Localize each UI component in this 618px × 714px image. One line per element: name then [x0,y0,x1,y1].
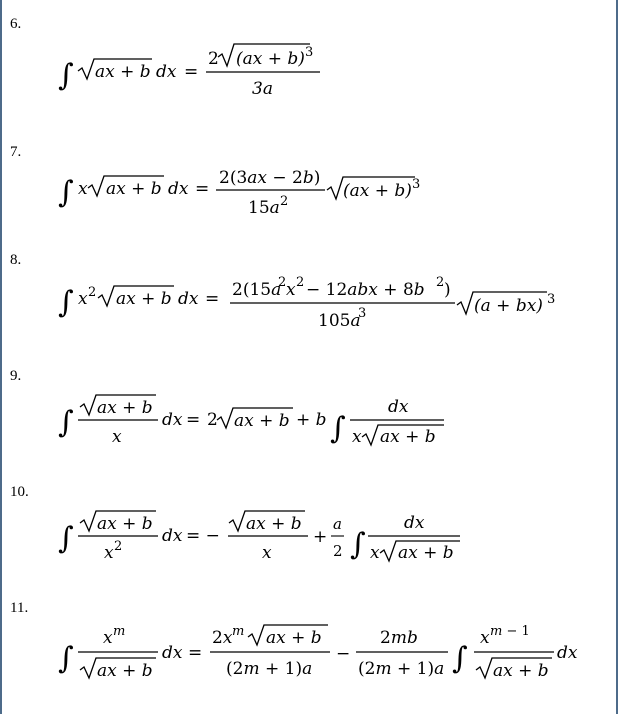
svg-text:− 12abx + 8b: − 12abx + 8b [306,280,425,300]
svg-text:3: 3 [547,292,556,307]
svg-text:dx: dx [557,643,578,663]
item-number: 7. [10,144,22,160]
svg-text:dx: dx [178,289,199,309]
svg-text:x: x [78,289,88,309]
svg-text:−: − [336,644,351,664]
svg-text:ax + b: ax + b [97,398,153,418]
svg-text:m: m [113,624,126,639]
svg-text:x: x [262,543,272,563]
svg-text:=: = [188,643,203,663]
svg-text:∫: ∫ [330,411,346,446]
svg-text:dx: dx [162,410,183,430]
svg-text:x: x [286,280,296,300]
svg-text:2mb: 2mb [380,628,418,648]
svg-text:2(15a: 2(15a [232,280,282,300]
svg-text:3: 3 [412,177,421,192]
svg-text:3: 3 [358,306,367,321]
svg-text:2: 2 [278,275,287,290]
svg-text:ax + b: ax + b [266,628,322,648]
item-number: 10. [10,484,29,500]
item-number: 8. [10,252,22,268]
svg-text:x: x [112,427,122,447]
svg-text:=: = [195,179,210,199]
svg-text:2: 2 [88,285,97,300]
svg-text:2: 2 [208,49,219,69]
svg-text:ax + b: ax + b [380,427,436,447]
svg-text:a: a [333,515,342,533]
svg-text:(a + bx): (a + bx) [474,296,543,316]
svg-text:dx: dx [404,513,425,533]
integral-sign: ∫ [58,58,74,93]
svg-text:): ) [444,280,451,300]
svg-text:ax + b: ax + b [95,62,151,82]
svg-text:x: x [103,628,113,648]
svg-text:dx: dx [162,526,183,546]
integral-sign: ∫ [58,641,74,676]
svg-text:m: m [232,624,245,639]
svg-text:2(3ax − 2b): 2(3ax − 2b) [219,168,321,188]
svg-text:∫: ∫ [350,527,366,562]
svg-text:+ b: + b [296,410,327,430]
svg-text:=: = [186,410,201,430]
svg-text:dx: dx [162,643,183,663]
svg-text:=: = [205,289,220,309]
svg-text:15a: 15a [248,198,280,218]
svg-text:x: x [104,543,114,563]
svg-text:ax + b: ax + b [493,661,549,681]
svg-text:x: x [78,179,88,199]
svg-text:ax + b: ax + b [97,661,153,681]
svg-text:(2m + 1)a: (2m + 1)a [358,659,445,679]
svg-text:2x: 2x [212,628,233,648]
svg-text:x: x [370,543,380,563]
item-number: 11. [10,600,29,616]
integral-sign: ∫ [58,521,74,556]
svg-text:=: = [184,62,199,82]
svg-text:ax + b: ax + b [106,179,162,199]
svg-text:2: 2 [333,542,343,560]
svg-text:105a: 105a [318,311,361,331]
svg-text:2: 2 [280,194,289,209]
svg-text:m − 1: m − 1 [490,624,530,639]
svg-text:2: 2 [207,410,218,430]
svg-text:ax + b: ax + b [246,514,302,534]
svg-text:dx: dx [388,397,409,417]
svg-text:(2m + 1)a: (2m + 1)a [226,659,313,679]
integral-sign: ∫ [58,405,74,440]
item-number: 6. [10,16,22,32]
svg-text:dx: dx [168,179,189,199]
item-number: 9. [10,368,22,384]
svg-text:3: 3 [305,45,314,60]
svg-text:+: + [313,527,328,547]
svg-text:∫: ∫ [452,641,468,676]
svg-text:2: 2 [296,275,305,290]
svg-text:ax + b: ax + b [398,543,454,563]
svg-text:= −: = − [186,526,220,546]
svg-text:ax + b: ax + b [97,514,153,534]
svg-text:3a: 3a [252,79,273,99]
integral-sign: ∫ [58,285,74,320]
svg-text:dx: dx [156,62,177,82]
svg-text:(ax + b): (ax + b) [343,181,412,201]
svg-text:ax + b: ax + b [234,411,290,431]
integral-sign: ∫ [58,175,74,210]
svg-text:(ax + b): (ax + b) [236,49,305,69]
svg-text:ax + b: ax + b [116,289,172,309]
svg-text:x: x [480,628,490,648]
svg-text:2: 2 [114,539,123,554]
svg-text:2: 2 [436,275,445,290]
svg-text:x: x [352,427,362,447]
